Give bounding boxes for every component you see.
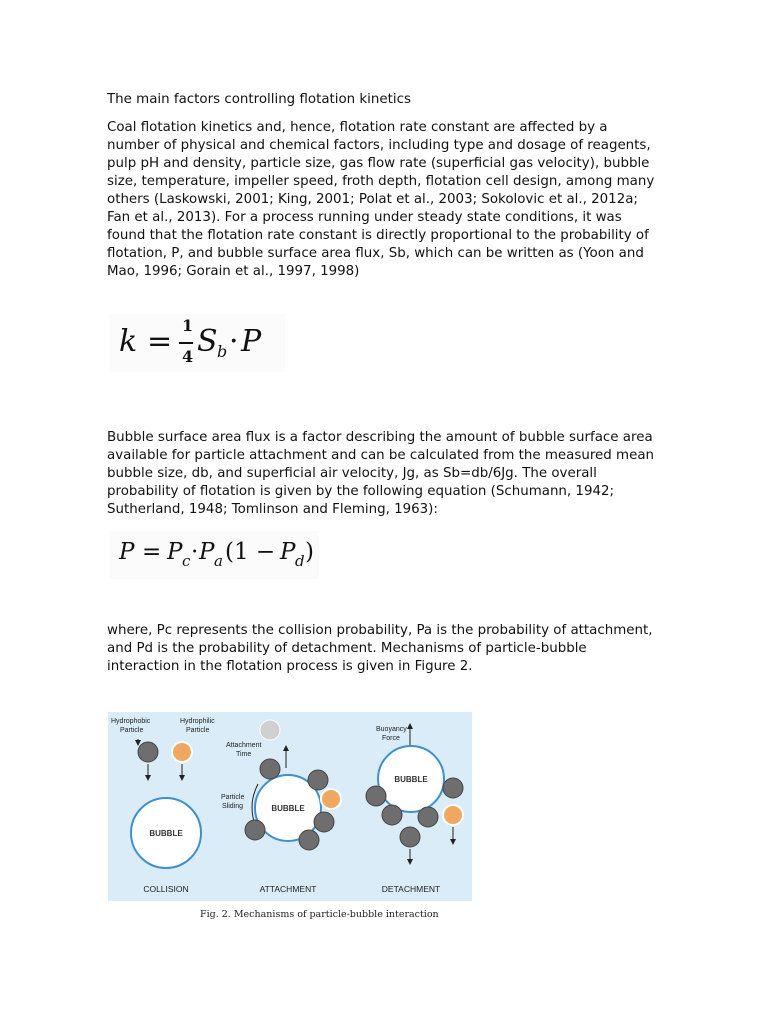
- eq2-open: (1 −: [225, 539, 276, 565]
- detach-particle-bottom-left: [382, 805, 402, 825]
- eq2-pa: P: [199, 539, 215, 565]
- hydrophilic-particle: [172, 742, 192, 762]
- panel-label-attachment: ATTACHMENT: [259, 884, 317, 894]
- eq2-p: P: [119, 539, 135, 565]
- bubble-label-attachment: BUBBLE: [271, 804, 305, 813]
- label-hydrophobic-line1: Hydrophobic: [111, 718, 151, 725]
- label-hydrophilic-line2: Particle: [186, 727, 210, 734]
- paragraph-probabilities: where, Pc represents the collision probability, Pa is the probability of attachment, and Pd is the probability of detachment. Mechanisms of particle-bubble interaction in the flotation process is given in Figure 2.: [107, 623, 653, 674]
- panel-label-collision: COLLISION: [143, 884, 189, 894]
- sliding-particle: [245, 820, 265, 840]
- attached-particle-right-bottom: [314, 812, 334, 832]
- detach-particle-left: [366, 786, 386, 806]
- eq1-s-subscript: b: [217, 342, 228, 361]
- attached-particle-top: [260, 759, 280, 779]
- eq2-pa-subscript: a: [214, 552, 223, 570]
- eq2-pc-subscript: c: [182, 552, 191, 570]
- figure-caption: Fig. 2. Mechanisms of particle-bubble interaction: [200, 909, 439, 920]
- section-heading: The main factors controlling flotation kinetics: [107, 92, 411, 107]
- panel-label-detachment: DETACHMENT: [381, 884, 441, 894]
- detach-particle-bottom-right: [418, 807, 438, 827]
- eq1-equals: =: [147, 324, 173, 359]
- eq2-pd-subscript: d: [295, 552, 305, 570]
- eq1-fraction-bar: [179, 342, 193, 344]
- paragraph-factors: Coal flotation kinetics and, hence, flotation rate constant are affected by a number of physical and chemical factors, including type and dosage of reagents, pulp pH and density, particle size, gas flow rate (superficial gas velocity), bubble size, temperature, impeller speed, froth depth, flotation cell design, among many others (Laskowski, 2001; King, 2001; Polat et al., 2003; Sokolovic et al., 2012a; Fan et al., 2013). For a process running under steady state conditions, it was found that the flotation rate constant is directly proportional to the probability of flotation, P, and bubble surface area flux, Sb, which can be written as (Yoon and Mao, 1996; Gorain et al., 1997, 1998): [107, 120, 655, 279]
- eq1-k: k: [119, 324, 138, 359]
- label-particle-sliding-line1: Particle: [221, 794, 245, 801]
- label-particle-sliding-line2: Sliding: [222, 803, 244, 810]
- eq1-denominator: 4: [182, 347, 194, 366]
- eq1-numerator: 1: [182, 316, 194, 335]
- bubble-label-collision: BUBBLE: [149, 829, 183, 838]
- eq1-p: P: [241, 324, 262, 359]
- hydrophilic-particle-near-bubble: [321, 789, 341, 809]
- label-hydrophobic-line2: Particle: [120, 727, 144, 734]
- detach-particle-hydrophilic: [443, 805, 463, 825]
- label-hydrophilic-line1: Hydrophilic: [180, 718, 215, 725]
- eq1-s: S: [197, 324, 218, 359]
- detach-particle-right: [443, 778, 463, 798]
- attached-particle-bottom: [299, 830, 319, 850]
- equation-rate-constant: [109, 314, 285, 372]
- label-attachment-time-line1: Attachment: [226, 742, 262, 749]
- bubble-label-detachment: BUBBLE: [394, 775, 428, 784]
- equation-flotation-probability: [109, 531, 319, 579]
- attached-particle-right-top: [308, 770, 328, 790]
- label-attachment-time-line2: Time: [236, 751, 252, 758]
- paragraph-surface-flux: Bubble surface area flux is a factor describing the amount of bubble surface area available for particle attachment and can be calculated from the measured mean bubble size, db, and superficial air velocity, Jg, as Sb=db/6Jg. The overall probability of flotation is given by the following equation (Schumann, 1942; Sutherland, 1948; Tomlinson and Fleming, 1963):: [107, 430, 655, 517]
- eq2-pc: P: [167, 539, 183, 565]
- figure-particle-bubble-interaction: [108, 712, 472, 901]
- detached-particle: [400, 827, 420, 847]
- label-buoyancy-line1: Buoyancy: [376, 726, 407, 733]
- eq1-dot: ·: [229, 324, 239, 359]
- eq2-equals: =: [142, 539, 162, 565]
- eq2-close: ): [305, 539, 314, 565]
- eq2-dot: ·: [191, 539, 199, 565]
- hydrophobic-particle: [138, 742, 158, 762]
- incoming-particle: [260, 720, 280, 740]
- eq2-pd: P: [280, 539, 296, 565]
- label-buoyancy-line2: Force: [382, 735, 400, 742]
